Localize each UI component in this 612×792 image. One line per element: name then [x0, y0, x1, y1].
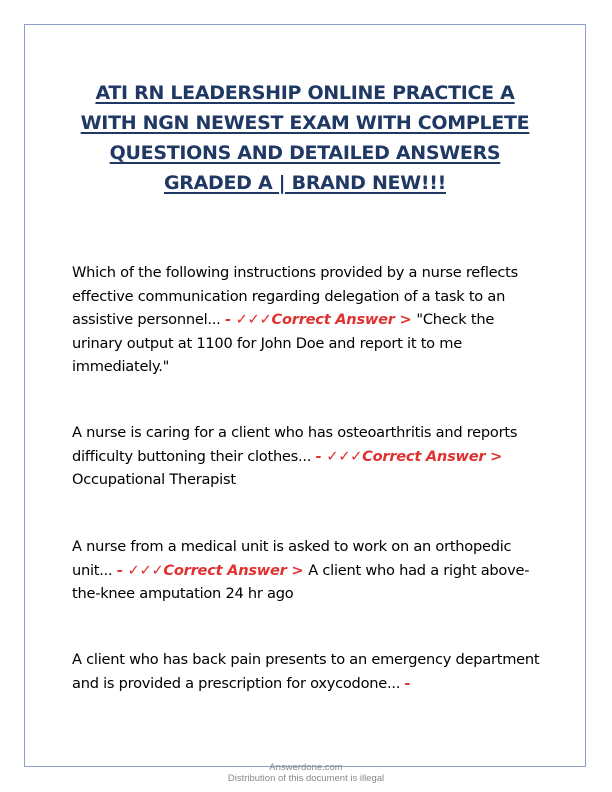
question-text: A nurse is caring for a client who has osteoarthritis and reports difficulty buttoning their clothes...: [72, 424, 518, 465]
question-text: Which of the following instructions provided by a nurse reflects effective communication regarding delegation of a task to an assistive personnel...: [72, 264, 519, 328]
answer-marker: [117, 562, 308, 579]
answer-marker: [225, 311, 416, 328]
dash: -: [404, 674, 411, 692]
question-text: A client who has back pain presents to an emergency department and is provided a prescription for oxycodone...: [72, 651, 540, 692]
answer-marker: [405, 675, 411, 692]
check-marks-icon: ✓✓✓: [235, 311, 272, 328]
qa-item-4: [72, 648, 542, 695]
dash: -: [116, 561, 128, 579]
correct-answer-label: Correct Answer >: [271, 311, 417, 328]
qa-item-3: [72, 535, 542, 606]
question-text: A nurse from a medical unit is asked to work on an orthopedic unit...: [72, 538, 512, 579]
qa-item-1: [72, 261, 542, 379]
dash: -: [315, 447, 327, 465]
answer-text: A client who had a right above-the-knee amputation 24 hr ago: [72, 561, 530, 602]
document-title: ATI RN LEADERSHIP ONLINE PRACTICE A WITH NGN NEWEST EXAM WITH COMPLETE QUESTIONS AND DETAILED ANSWERS GRADED A | BRAND NEW!!!: [80, 82, 530, 194]
correct-answer-label: Correct Answer >: [362, 447, 503, 465]
footer-notice: Distribution of this document is illegal: [227, 773, 385, 784]
footer-watermark: [0, 762, 612, 784]
correct-answer-label: Correct Answer >: [163, 561, 309, 579]
answer-marker: [316, 448, 503, 465]
answer-text: Occupational Therapist: [72, 471, 236, 488]
footer-site: Answerdone.com: [269, 762, 343, 773]
check-marks-icon: ✓✓✓: [326, 447, 363, 465]
answer-text: "Check the urinary output at 1100 for John Doe and report it to me immediately.": [72, 311, 495, 375]
dash: -: [224, 311, 236, 328]
qa-item-2: [72, 421, 542, 492]
check-marks-icon: ✓✓✓: [127, 561, 164, 579]
